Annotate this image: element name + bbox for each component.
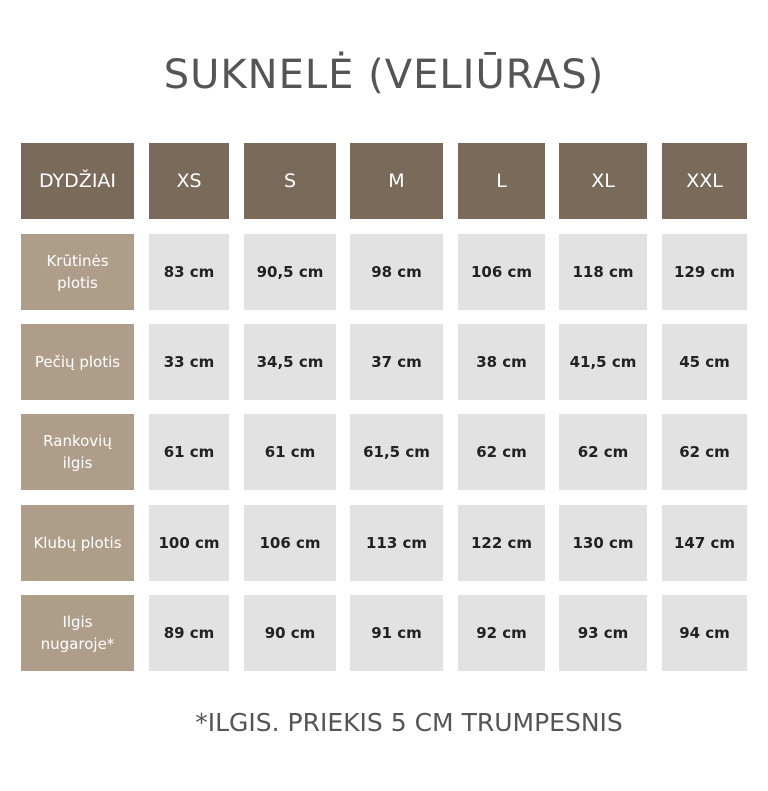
measurement-cell: 129 cm	[662, 234, 747, 310]
row-label: Klubų plotis	[21, 505, 134, 581]
measurement-cell: 62 cm	[458, 414, 545, 490]
measurement-cell: 113 cm	[350, 505, 443, 581]
measurement-cell: 118 cm	[559, 234, 647, 310]
measurement-cell: 91 cm	[350, 595, 443, 671]
measurement-cell: 92 cm	[458, 595, 545, 671]
measurement-cell: 37 cm	[350, 324, 443, 400]
measurement-cell: 61,5 cm	[350, 414, 443, 490]
measurement-cell: 147 cm	[662, 505, 747, 581]
measurement-cell: 61 cm	[244, 414, 336, 490]
measurement-cell: 98 cm	[350, 234, 443, 310]
measurement-cell: 93 cm	[559, 595, 647, 671]
header-cell-size: XL	[559, 143, 647, 219]
measurement-cell: 90,5 cm	[244, 234, 336, 310]
row-label: Krūtinės plotis	[21, 234, 134, 310]
measurement-cell: 62 cm	[559, 414, 647, 490]
measurement-cell: 90 cm	[244, 595, 336, 671]
header-cell-size: L	[458, 143, 545, 219]
measurement-cell: 34,5 cm	[244, 324, 336, 400]
row-label: Pečių plotis	[21, 324, 134, 400]
footnote: *ILGIS. PRIEKIS 5 CM TRUMPESNIS	[195, 708, 623, 737]
header-cell-size: XXL	[662, 143, 747, 219]
measurement-cell: 38 cm	[458, 324, 545, 400]
measurement-cell: 106 cm	[458, 234, 545, 310]
measurement-cell: 41,5 cm	[559, 324, 647, 400]
header-cell-size: XS	[149, 143, 229, 219]
measurement-cell: 94 cm	[662, 595, 747, 671]
measurement-cell: 45 cm	[662, 324, 747, 400]
row-label: Ilgis nugaroje*	[21, 595, 134, 671]
measurement-cell: 122 cm	[458, 505, 545, 581]
measurement-cell: 62 cm	[662, 414, 747, 490]
measurement-cell: 130 cm	[559, 505, 647, 581]
measurement-cell: 106 cm	[244, 505, 336, 581]
header-cell-size: M	[350, 143, 443, 219]
measurement-cell: 100 cm	[149, 505, 229, 581]
measurement-cell: 33 cm	[149, 324, 229, 400]
page-title: SUKNELĖ (VELIŪRAS)	[163, 52, 605, 98]
measurement-cell: 83 cm	[149, 234, 229, 310]
header-cell-size: S	[244, 143, 336, 219]
measurement-cell: 89 cm	[149, 595, 229, 671]
measurement-cell: 61 cm	[149, 414, 229, 490]
header-cell-sizes-label: DYDŽIAI	[21, 143, 134, 219]
row-label: Rankovių ilgis	[21, 414, 134, 490]
